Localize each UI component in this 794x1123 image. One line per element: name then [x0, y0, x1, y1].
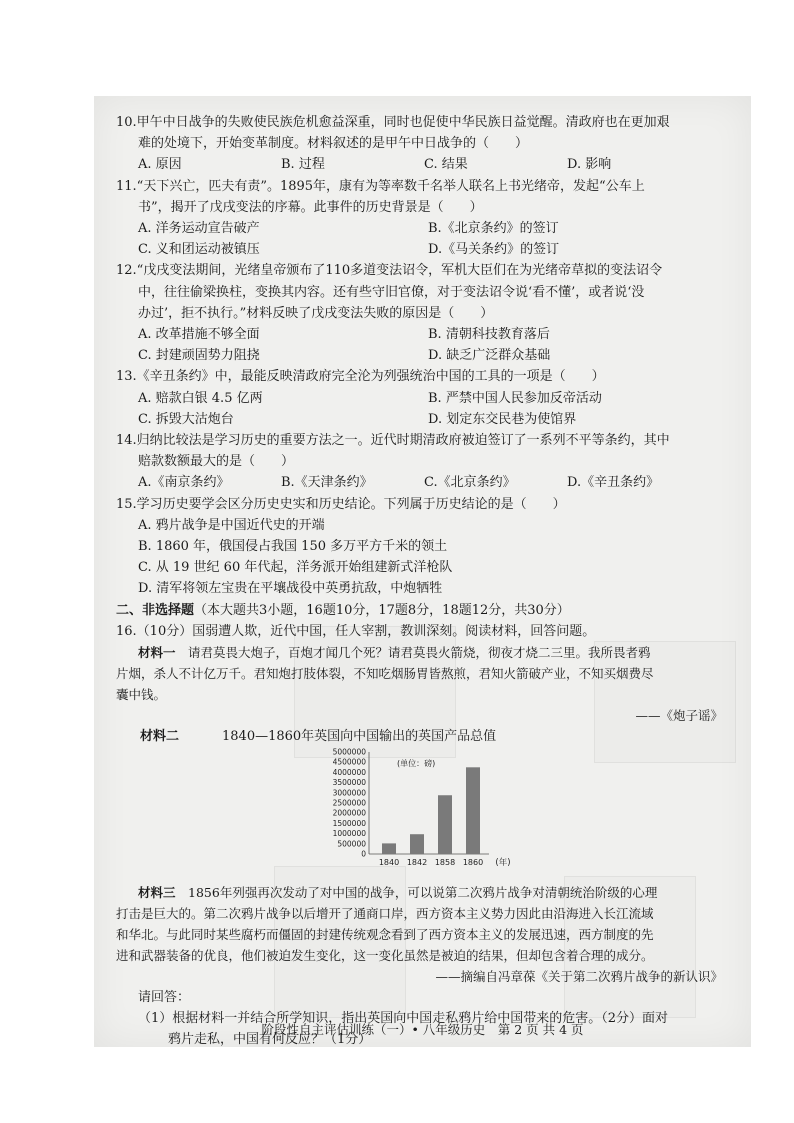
x-tick-label: 1842: [406, 858, 428, 868]
sub-question-1: 鸦片走私，中国有何反应？（1分）: [168, 1032, 372, 1047]
page-footer: 阶段性自主评估训练（一）• 八年级历史 第 2 页 共 4 页: [261, 1022, 584, 1037]
option-b: B. 严禁中国人民参加反帝活动: [428, 390, 602, 406]
q10-stem: 难的处境下，开始变革制度。材料叙述的是甲午中日战争的（ ）: [138, 136, 529, 152]
material-3-text: 和华北。与此同时某些腐朽而僵固的封建传统观念看到了西方资本主义的发展迅速，西方制度的先: [116, 927, 654, 943]
q14-stem: 赔款数额最大的是（ ）: [138, 454, 295, 470]
q14-options: [116, 472, 731, 493]
option-b: B.《北京条约》的签订: [428, 221, 559, 237]
option-b: B. 过程: [281, 157, 325, 173]
material-3: [116, 882, 731, 987]
section-heading: [116, 600, 731, 621]
question-body: [116, 112, 731, 1047]
bar: [382, 843, 396, 854]
option-a: A.《南京条约》: [138, 475, 230, 491]
y-tick-label: 4500000: [332, 757, 366, 767]
bar: [466, 767, 480, 854]
q16-stem: 16.（10分）国弱遭人欺，近代中国，任人宰割，教训深刻。阅读材料，回答问题。: [116, 623, 596, 639]
bar: [410, 834, 424, 854]
q11-options: [116, 239, 731, 260]
chart-title: 1840—1860年英国向中国输出的英国产品总值: [222, 729, 497, 745]
option-d: D. 清军将领左宝贵在平壤战役中英勇抗敌，中炮牺牲: [138, 581, 443, 597]
y-tick-label: 2000000: [332, 808, 366, 818]
q14-stem: 14.归纳比较法是学习历史的重要方法之一。近代时期清政府被迫签订了一系列不平等条约，其中: [116, 433, 670, 449]
x-tick-label: 1858: [434, 858, 456, 868]
y-tick-label: 0: [361, 849, 366, 859]
q10-options: [116, 154, 731, 175]
q12-stem: 12.“戊戌变法期间，光绪皇帝颁布了110多道变法诏令，军机大臣们在为光绪帝草拟的变法诏令: [116, 263, 663, 279]
sub-question-1: （1）根据材料一并结合所学知识，指出英国向中国走私鸦片给中国带来的危害。（2分）面对: [138, 1011, 669, 1027]
option-c: C. 从 19 世纪 60 年代起，洋务派开始组建新式洋枪队: [138, 560, 453, 576]
q11-options: [116, 218, 731, 239]
ask-label: 请回答：: [138, 990, 191, 1006]
option-d: D. 缺乏广泛群众基础: [428, 348, 551, 364]
section-title: 二、非选择题: [116, 602, 195, 618]
x-axis-suffix: (年): [495, 858, 511, 869]
option-a: A. 改革措施不够全面: [138, 327, 260, 343]
material-3-text: 打击是巨大的。第二次鸦片战争以后增开了通商口岸，西方资本主义势力因此由沿海进入长江流域: [116, 906, 654, 922]
q12-options: [116, 324, 731, 345]
material-3-source: ——摘编自冯章葆《关于第二次鸦片战争的新认识》: [435, 969, 723, 985]
option-d: D. 划定东交民巷为使馆界: [428, 411, 577, 427]
material-2-label: 材料二: [140, 729, 180, 745]
y-tick-label: 1000000: [332, 829, 366, 839]
material-3-label: 材料三: [138, 885, 176, 901]
option-b: B.《天津条约》: [281, 475, 373, 491]
option-c: C.《北京条约》: [424, 475, 516, 491]
material-3-text: 1856年列强再次发动了对中国的战争，可以说第二次鸦片战争对清朝统治阶级的心理: [175, 885, 658, 901]
option-a: A. 洋务运动宣告破产: [138, 221, 260, 237]
option-c: C. 结果: [424, 157, 468, 173]
q12-stem: 办过’，拒不执行。”材料反映了戊戌变法失败的原因是（ ）: [138, 305, 494, 321]
material-1-text: 囊中钱。: [116, 687, 167, 703]
material-3-text: 进和武器装备的优良，他们被迫发生变化，这一变化虽然是被迫的结果，但却包含着合理的成分。: [116, 948, 654, 964]
option-c: C. 封建顽固势力阻挠: [138, 348, 260, 364]
y-tick-label: 4000000: [332, 767, 366, 777]
material-1-label: 材料一: [138, 645, 176, 661]
y-tick-label: 5000000: [332, 748, 366, 757]
option-b: B. 清朝科技教育落后: [428, 327, 550, 343]
bar-chart: [311, 748, 511, 876]
section-note: （本大题共3小题，16题10分，17题8分，18题12分，共30分）: [194, 602, 570, 618]
y-tick-label: 3000000: [332, 788, 366, 798]
option-a: A. 赔款白银 4.5 亿两: [138, 390, 263, 406]
material-2: [116, 726, 731, 876]
q13-options: [116, 388, 731, 409]
q12-options: [116, 345, 731, 366]
option-d: D.《马关条约》的签订: [428, 242, 560, 258]
x-tick-label: 1840: [378, 858, 400, 868]
q11-stem: 书”，揭开了戊戌变法的序幕。此事件的历史背景是（ ）: [138, 199, 483, 215]
material-1-text: 片烟，杀人不计亿万千。君知炮打肢体裂，不知吃烟肠胃皆熬煎，君知火箭破产业，不知买烟费尽: [116, 666, 654, 682]
q10-stem: 10.甲午中日战争的失败使民族危机愈益深重，同时也促使中华民族日益觉醒。清政府也在更加艰: [116, 115, 670, 130]
option-a: A. 原因: [138, 157, 182, 173]
option-d: D. 影响: [567, 157, 612, 173]
x-tick-label: 1860: [462, 858, 484, 868]
q11-stem: 11.“天下兴亡，匹夫有责”。1895年，康有为等率数千名举人联名上书光绪帝，发起“公车上: [116, 178, 645, 194]
material-1-source: ——《炮子谣》: [635, 708, 723, 724]
material-1: [116, 642, 731, 726]
bar: [438, 795, 452, 854]
unit-label: (单位：磅): [397, 759, 436, 769]
y-tick-label: 2500000: [332, 798, 366, 808]
y-tick-label: 500000: [337, 839, 366, 849]
option-d: D.《辛丑条约》: [567, 475, 660, 491]
exam-page: [94, 96, 751, 1047]
option-b: B. 1860 年，俄国侵占我国 150 多万平方千米的领土: [138, 539, 448, 555]
y-tick-label: 3500000: [332, 778, 366, 788]
option-a: A. 鸦片战争是中国近代史的开端: [138, 517, 325, 533]
q13-options: [116, 409, 731, 430]
option-c: C. 义和团运动被镇压: [138, 242, 260, 258]
option-c: C. 拆毁大沽炮台: [138, 411, 234, 427]
y-tick-label: 1500000: [332, 818, 366, 828]
q12-stem: 中，往往偷梁换柱，变换其内容。还有些守旧官僚，对于变法诏令说‘看不懂’，或者说‘没: [138, 284, 645, 300]
material-1-text: 请君莫畏大炮子，百炮才闻几个死？请君莫畏火箭烧，彻夜才烧二三里。我所畏者鸦: [175, 645, 651, 661]
q13-stem: 13.《辛丑条约》中，最能反映清政府完全沦为列强统治中国的工具的一项是（ ）: [116, 369, 605, 385]
q15-stem: 15.学习历史要学会区分历史史实和历史结论。下列属于历史结论的是（ ）: [116, 496, 566, 512]
